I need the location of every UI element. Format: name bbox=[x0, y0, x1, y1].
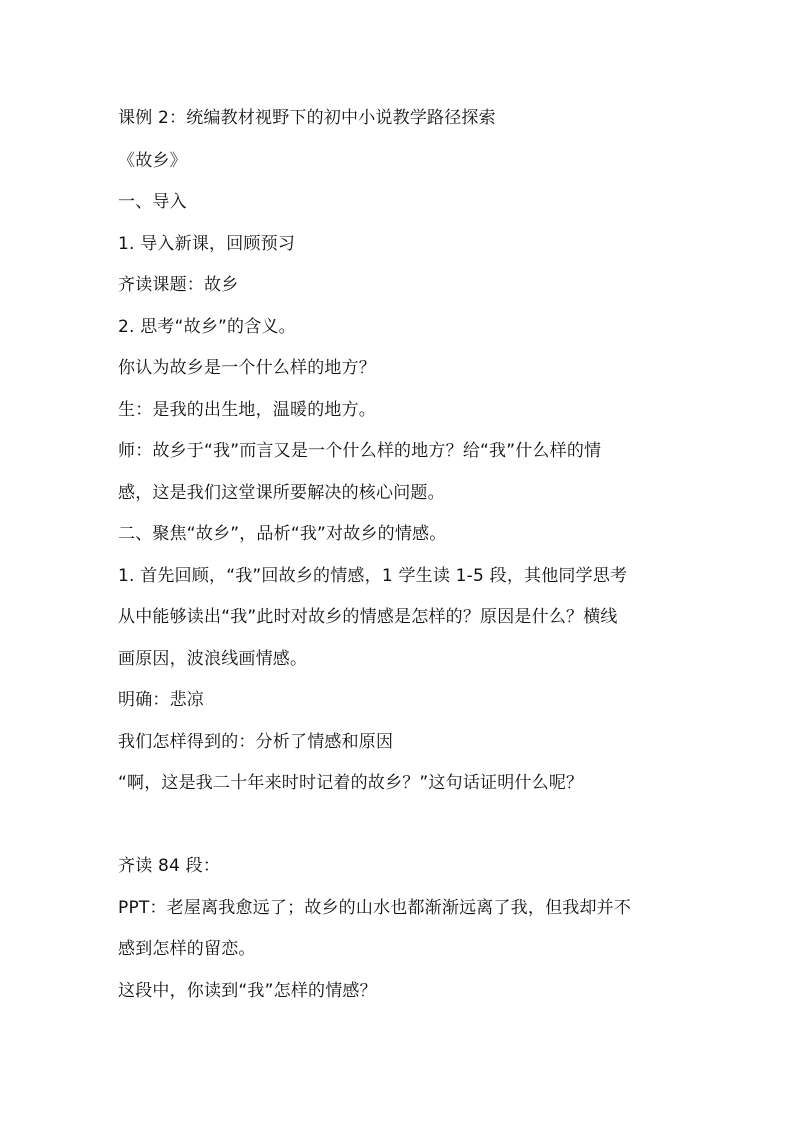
paragraph-line: 1. 首先回顾，“我”回故乡的情感，1 学生读 1-5 段，其他同学思考 bbox=[118, 566, 628, 586]
section-heading-2: 二、聚焦“故乡”，品析“我”对故乡的情感。 bbox=[118, 524, 447, 544]
paragraph-line: 从中能够读出“我”此时对故乡的情感是怎样的？原因是什么？横线 bbox=[118, 607, 618, 627]
paragraph-line: 感，这是我们这堂课所要解决的核心问题。 bbox=[118, 483, 445, 503]
paragraph-line: 我们怎样得到的：分析了情感和原因 bbox=[118, 732, 394, 752]
paragraph-line: 齐读 84 段： bbox=[118, 856, 221, 876]
paragraph-line: 师：故乡于“我”而言又是一个什么样的地方？给“我”什么样的情 bbox=[118, 441, 602, 461]
paragraph-line: PPT：老屋离我愈远了；故乡的山水也都渐渐远离了我，但我却并不 bbox=[118, 898, 632, 918]
paragraph-line: 明确：悲凉 bbox=[118, 690, 204, 710]
paragraph-line: 你认为故乡是一个什么样的地方？ bbox=[118, 358, 376, 378]
paragraph-line: 1. 导入新课，回顾预习 bbox=[118, 234, 296, 254]
paragraph-line: 2. 思考“故乡”的含义。 bbox=[118, 317, 296, 337]
paragraph-line: 生：是我的出生地，温暖的地方。 bbox=[118, 400, 376, 420]
paragraph-line: 感到怎样的留恋。 bbox=[118, 939, 256, 959]
paragraph-line: “啊，这是我二十年来时时记着的故乡？”这句话证明什么呢？ bbox=[118, 773, 584, 793]
paragraph-line: 这段中，你读到“我”怎样的情感？ bbox=[118, 981, 377, 1001]
paragraph-line: 画原因，波浪线画情感。 bbox=[118, 649, 308, 669]
text-title: 《故乡》 bbox=[118, 151, 187, 171]
lesson-title: 课例 2：统编教材视野下的初中小说教学路径探索 bbox=[118, 108, 496, 128]
section-heading-1: 一、导入 bbox=[118, 192, 187, 212]
paragraph-line: 齐读课题：故乡 bbox=[118, 275, 239, 295]
